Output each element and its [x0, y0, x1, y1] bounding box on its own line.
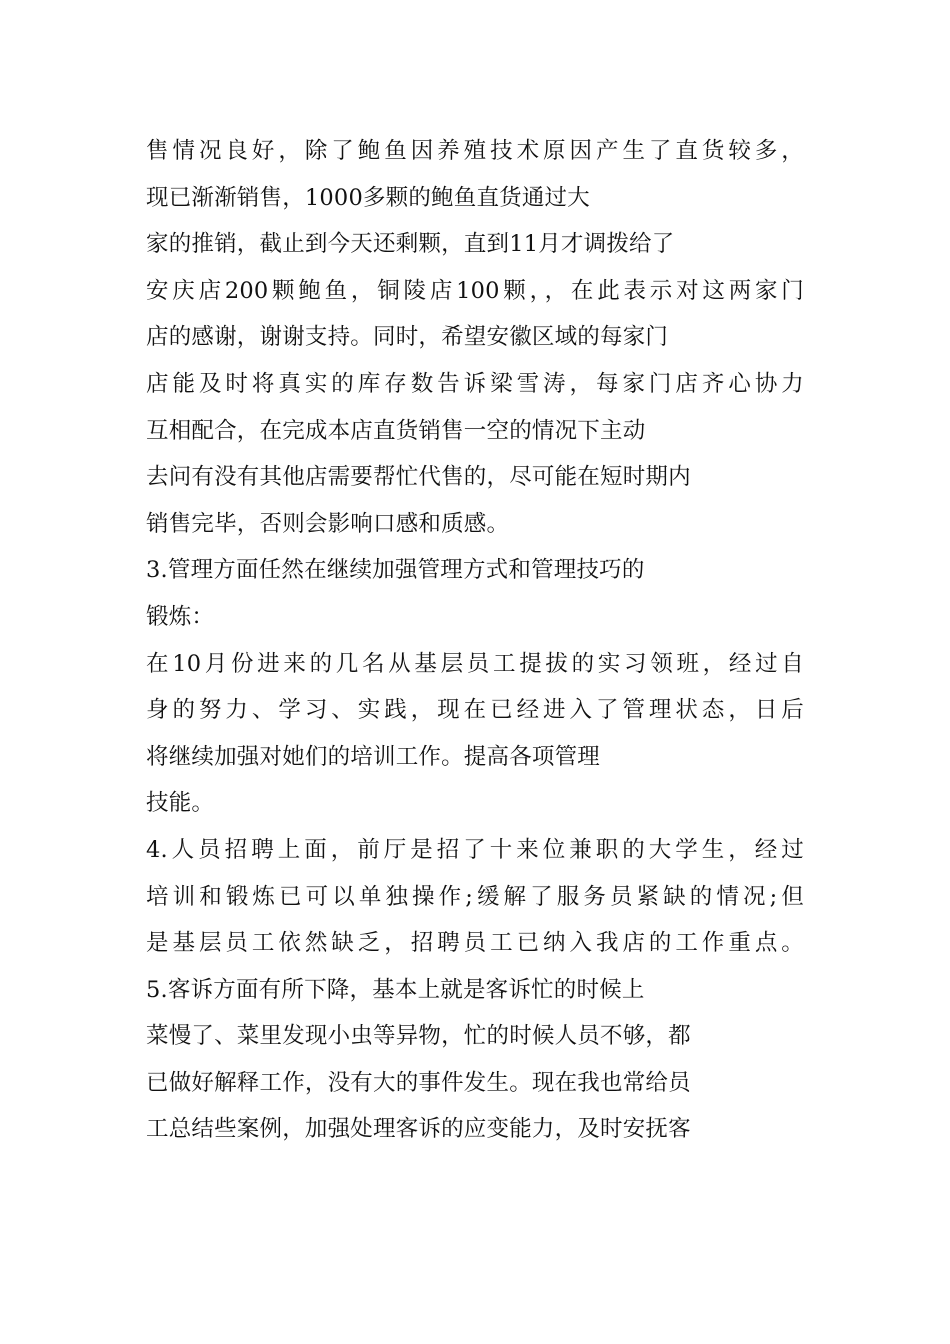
text-line: 家的推销，截止到今天还剩颗，直到11月才调拨给了 [146, 231, 675, 258]
text-line: 安庆店200颗鲍鱼，铜陵店100颗，，在此表示对这两家门 [146, 277, 804, 304]
text-line: 互相配合，在完成本店直货销售一空的情况下主动 [146, 417, 646, 444]
text-line: 5.客诉方面有所下降，基本上就是客诉忙的时候上 [146, 976, 645, 1003]
text-line: 已做好解释工作，没有大的事件发生。现在我也常给员 [146, 1069, 691, 1096]
text-line: 锻炼： [146, 603, 215, 630]
text-line: 店的感谢，谢谢支持。同时，希望安徽区域的每家门 [146, 324, 669, 351]
text-line: 技能。 [146, 790, 215, 817]
text-line: 3.管理方面任然在继续加强管理方式和管理技巧的 [146, 557, 645, 584]
text-line: 售情况良好，除了鲍鱼因养殖技术原因产生了直货较多， [146, 138, 804, 164]
text-line: 菜慢了、菜里发现小虫等异物，忙的时候人员不够，都 [146, 1023, 691, 1050]
text-line: 将继续加强对她们的培训工作。提高各项管理 [146, 743, 601, 770]
text-line: 培训和锻炼已可以单独操作;缓解了服务员紧缺的情况;但 [146, 883, 804, 910]
text-line: 身的努力、学习、实践，现在已经进入了管理状态，日后 [146, 697, 804, 724]
text-line: 销售完毕，否则会影响口感和质感。 [146, 510, 510, 537]
text-line: 在10月份进来的几名从基层员工提拔的实习领班，经过自 [146, 650, 804, 677]
text-line: 去问有没有其他店需要帮忙代售的，尽可能在短时期内 [146, 464, 691, 491]
text-line: 工总结些案例，加强处理客诉的应变能力，及时安抚客 [146, 1116, 691, 1143]
text-line: 是基层员工依然缺乏，招聘员工已纳入我店的工作重点。 [146, 930, 804, 957]
document-body [146, 128, 816, 1153]
text-line: 4.人员招聘上面，前厅是招了十来位兼职的大学生，经过 [146, 836, 804, 863]
text-line: 现已渐渐销售，1000多颗的鲍鱼直货通过大 [146, 184, 590, 211]
text-line: 店能及时将真实的库存数告诉梁雪涛，每家门店齐心协力 [146, 370, 804, 397]
